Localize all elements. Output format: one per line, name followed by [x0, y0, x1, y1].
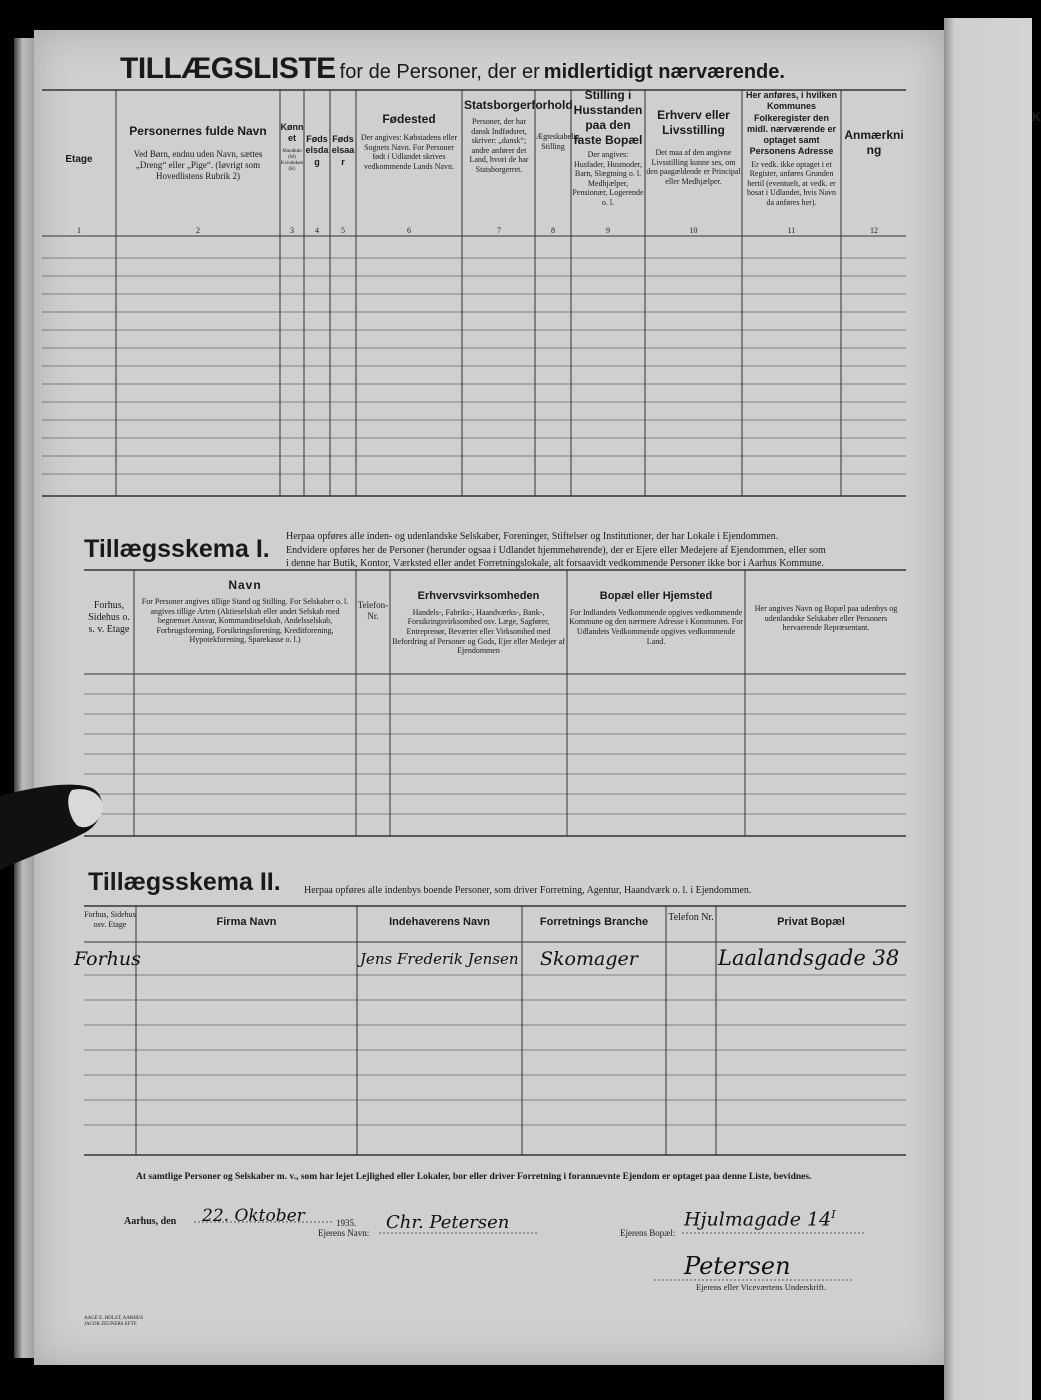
s2-col-indehaver: Indehaverens Navn	[389, 916, 490, 928]
s1-col-sub: For Indlandets Vedkommende opgives vedkommende Kommune og den nærmere Adresse i Kommunen. For Udlandets Vedkommende opgives vedkommende Land.	[569, 607, 743, 646]
t1-col-sub: Mandkøn (M) Kvindekøn (K)	[280, 148, 304, 172]
t1-col-num: 6	[407, 226, 411, 235]
owner-signature: Petersen	[684, 1252, 791, 1280]
owner-addr	[684, 1208, 836, 1230]
t1-col-stilling	[572, 88, 644, 235]
entry-bopael: Laalandsgade 38	[718, 946, 900, 970]
facing-page	[944, 18, 1041, 1400]
s2-col-bopael: Privat Bopæl	[777, 916, 845, 928]
s1-col-sub: Her angives Navn og Bopæl paa udenbys og udenlandske Selskaber eller Personers hervaerende Repræsentant.	[754, 604, 898, 633]
t1-col-num: 5	[341, 226, 345, 235]
t1-col-label: Kønnet	[280, 122, 304, 144]
s1-col-repraesentant	[750, 604, 902, 633]
t1-col-num: 7	[497, 226, 501, 235]
footer-statement: At samtlige Personer og Selskaber m. v., som har lejet Lejlighed eller Lokaler, bor eller driver Forretning i forannævnte Ejendom er optaget paa denne Liste, bevidnes.	[136, 1172, 812, 1182]
s1-col-label: Telefon-Nr.	[357, 600, 389, 621]
printer-mark: AAGE E. HOLST, AARHUS JACOB ZEUNERS EFTF.	[84, 1316, 144, 1327]
t1-col-label: Personernes fulde Navn	[129, 124, 267, 138]
s1-col-label: Erhvervsvirksomheden	[417, 590, 540, 602]
signature-label: Ejerens eller Viceværtens Underskrift.	[696, 1282, 827, 1292]
t1-col-label: Etage	[65, 154, 93, 165]
skema2-title: Tillægsskema II.	[88, 868, 281, 896]
facing-page-mark: K	[1032, 110, 1041, 124]
s1-col-label: Bopæl eller Hjemsted	[599, 590, 713, 602]
skema1-desc-line-3: i denne har Butik, Kontor, Værksted eller andet Forretningslokale, alt forsaavidt vedkommende Personer ikke bor i Aarhus Kommune.	[286, 558, 824, 569]
form-page	[34, 30, 944, 1365]
entry-indehaver: Jens Frederik Jensen	[360, 950, 519, 968]
owner-name: Chr. Petersen	[386, 1212, 510, 1233]
t1-col-erhverv	[646, 92, 741, 234]
t1-col-sub: Ved Børn, endnu uden Navn, sættes „Dreng“ eller „Pige“. (Iøvrigt som Hovedlistens Rubrik 2)	[133, 149, 263, 181]
t1-col-fodested	[358, 92, 460, 234]
s2-col-branche: Forretnings Branche	[539, 916, 649, 928]
t1-col-anmaerkning	[842, 92, 906, 234]
s2-col-firma: Firma Navn	[216, 916, 277, 928]
skema1-description	[286, 530, 906, 571]
s1-col-navn	[136, 578, 354, 645]
footer-year: 1935.	[336, 1218, 357, 1228]
t1-col-num: 9	[606, 226, 610, 235]
entry-etage: Forhus	[74, 948, 141, 970]
owner-addr-label: Ejerens Bopæl:	[620, 1228, 676, 1238]
s1-col-bopael	[569, 590, 743, 646]
owner-addr-sup: I	[831, 1208, 836, 1221]
title-main: TILLÆGSLISTE	[120, 52, 336, 85]
s2-col-telefon: Telefon Nr.	[668, 912, 714, 923]
skema1-desc-line-1: Herpaa opføres alle inden- og udenlandske Selskaber, Foreninger, Stiftelser og Institutioner, der har Lokale i Ejendommen.	[286, 531, 779, 542]
t1-col-etage	[42, 92, 116, 234]
t1-col-num: 1	[77, 226, 81, 235]
t1-col-navn	[118, 92, 278, 234]
owner-addr-text: Hjulmagade 14	[684, 1208, 832, 1231]
skema1-desc-line-2: Endvidere opføres her de Personer (herunder ogsaa i Udlandet hjemmehørende), der er Ejere eller Medejere af Ejendommen, eller som	[286, 544, 826, 556]
t1-col-aegteskab	[536, 92, 580, 235]
t1-col-sub: Ægteskabelig Stilling	[536, 132, 580, 151]
t1-col-num: 8	[551, 226, 555, 235]
owner-name-label: Ejerens Navn:	[318, 1228, 370, 1238]
t1-col-label: Fødselsaar	[331, 134, 355, 167]
t1-col-num: 3	[290, 226, 294, 235]
t1-col-fodselsaar	[330, 92, 356, 234]
t1-col-label: Fødselsdag	[305, 134, 329, 167]
title-rest-a: for de Personer, der er	[339, 61, 540, 83]
footer-city	[124, 1216, 176, 1227]
skema1-title: Tillægsskema I.	[84, 535, 270, 563]
t1-col-label: Stilling i Husstanden paa den faste Bopæl	[573, 88, 643, 147]
entry-branche: Skomager	[540, 948, 638, 970]
s1-col-label: Navn	[228, 578, 262, 592]
t1-col-num: 10	[689, 226, 698, 235]
s1-col-etage	[84, 578, 134, 636]
s1-col-erhverv	[392, 590, 565, 656]
s2-col-etage: Forhus, Sidehus osv. Etage	[84, 910, 136, 929]
t1-col-sub: Det maa af den angivne Livsstilling kunne ses, om den paagældende er Principal eller Medhjælper.	[646, 148, 741, 186]
t1-col-sub: Personer, der har dansk Indfødsret, skriver: „dansk“; andre anfører det Land, hvori de har Statsborgerret.	[469, 117, 529, 174]
t1-col-label: Fødested	[382, 112, 436, 126]
t1-col-num: 4	[315, 226, 319, 235]
s1-col-telefon	[356, 578, 390, 622]
left-page-edge	[14, 38, 36, 1358]
t1-col-num: 11	[787, 226, 796, 235]
t1-col-sub: Er vedk. ikke optaget i et Register, anføres Grunden hertil (eventuelt, at vedk. er bosat i Udlandet, hvis Navn da anføres her).	[746, 159, 837, 207]
finger-shadow	[0, 778, 110, 878]
t1-col-label: Anmærkning	[844, 128, 904, 157]
t1-col-folkeregister	[743, 90, 840, 234]
t1-col-fodselsdag	[304, 92, 330, 234]
t1-col-num: 12	[870, 226, 878, 235]
s1-col-sub: For Personer angives tillige Stand og Stilling. For Selskaber o. l. angives tillige Arten (Aktieselskab eller andet Selskab med begrænset Ansvar, Kommanditselskab, Andelsselskab, Forbrugsforening, Forsikringsforening, Kreditforening, Hypotekforening, Sparekasse o. l.)	[141, 597, 349, 645]
t1-col-sub: Der angives: Husfader, Husmoder, Barn, Slægtning o. l. Medhjælper, Pensionær, Logerende o. l.	[572, 150, 644, 207]
t1-col-label: Erhverv eller Livsstilling	[657, 108, 730, 137]
s1-col-sub: Handels-, Fabriks-, Haandværks-, Bank-, Forsikringsvirksomhed osv. Læge, Sagfører, Entreprenør, Beværter eller Virksomhed med Befordring af Personer og Gods, Ejer eller Medejer af Ejendommen	[392, 607, 565, 656]
footer-date: 22. Oktober	[202, 1206, 305, 1226]
t1-col-label: Statsborgerforhold	[464, 98, 573, 112]
s1-col-label: Forhus, Sidehus o. s. v. Etage	[88, 600, 130, 635]
city-label: Aarhus, den	[124, 1216, 177, 1227]
title-rest-b: midlertidigt nærværende.	[543, 61, 785, 83]
skema2-description: Herpaa opføres alle indenbys boende Personer, som driver Forretning, Agentur, Haandværk o. l. i Ejendommen.	[304, 885, 752, 896]
t1-col-konnet	[280, 92, 304, 234]
t1-col-num: 2	[196, 226, 200, 235]
t1-col-label: Her anføres, i hvilken Kommunes Folkeregister den midl. nærværende er optaget samt Personens Adresse	[745, 90, 838, 157]
t1-col-sub: Der angives: Købstadens eller Sognets Navn. For Personer født i Udlandet skrives vedkommende Lands Navn.	[360, 133, 458, 171]
